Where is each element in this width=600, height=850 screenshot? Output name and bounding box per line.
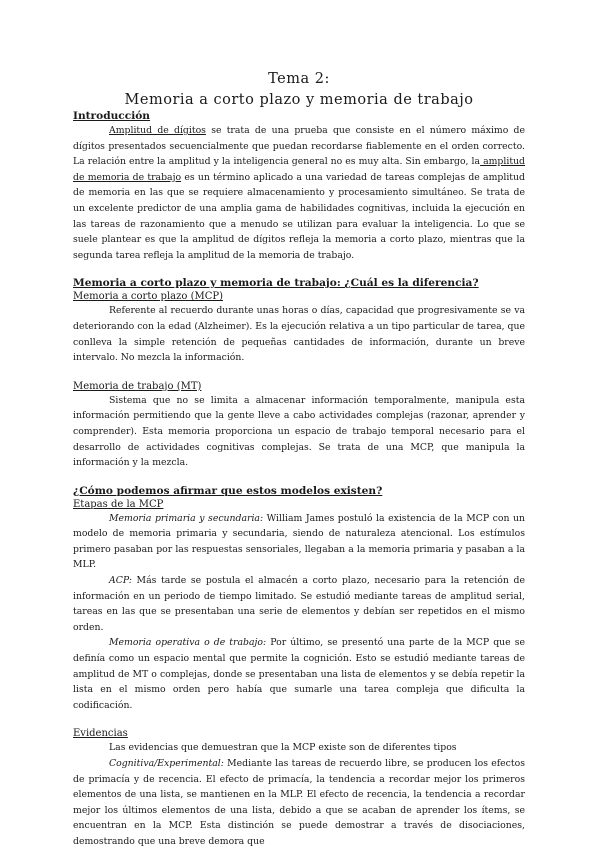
subheading-mcp: Memoria a corto plazo (MCP) [73,291,223,303]
subheading-evidencias: Evidencias [73,728,128,740]
subheading-mt: Memoria de trabajo (MT) [73,380,202,392]
term-amplitud-digitos: Amplitud de dígitos [109,125,206,136]
evidencias-intro: Las evidencias que demuestran que la MCP existe son de diferentes tipos [109,742,457,754]
subheading-etapas: Etapas de la MCP [73,498,164,510]
heading-modelos: ¿Cómo podemos afirmar que estos modelos existen? [73,484,383,497]
intro-paragraph: Amplitud de dígitos se trata de una prueba que consiste en el número máximo de dígitos presentados secuencialmente que puedan recordarse fiablemente en el orden correcto. La relación entre la amplitud y la inteligencia general no es muy alta. Sin embargo, la amplitud de memoria de trabajo es un término aplicado a una variedad de tareas complejas de amplitud de memoria en las que se requiere almacenamiento y procesamiento simultáneo. Se trata de un excelente predictor de una amplia gama de habilidades cognitivas, incluida la ejecución en las tareas de razonamiento que a menudo se utilizan para evaluar la inteligencia. Lo que se suele plantear es que la amplitud de dígitos refleja la memoria a corto plazo, mientras que la segunda tarea refleja la amplitud de la memoria de trabajo. [73,125,526,261]
evidencia-cognitiva: Cognitiva/Experimental: Mediante las tareas de recuerdo libre, se producen los efectos de primacía y de recencia. El efecto de primacía, la tendencia a recordar mejor los primeros elementos de una lista, se mantienen en la MLP. El efecto de recencia, la tendencia a recordar mejor los últimos elementos de una lista, debido a que se acaban de aprender los ítems, se encuentran en la MCP. Esta distinción se puede demostrar a través de disociaciones, demostrando que una breve demora que [73,758,525,847]
document-subtitle: Memoria a corto plazo y memoria de trabajo [124,92,474,108]
heading-diferencia: Memoria a corto plazo y memoria de trabajo: ¿Cuál es la diferencia? [73,277,479,290]
mt-paragraph: Sistema que no se limita a almacenar información temporalmente, manipula esta información permitiendo que la gente lleve a cabo actividades complejas (razonar, aprender y comprender). Esta memoria proporciona un espacio de trabajo temporal necesario para el desarrollo de actividades cognitivas complejas. Se trata de una MCP, que manipula la información y la mezcla. [73,394,525,469]
heading-introduccion: Introducción [73,110,151,122]
document-title: Tema 2: [268,71,330,87]
etapa-memoria-operativa: Memoria operativa o de trabajo: Por último, se presentó una parte de la MCP que se definía como un espacio mental que permite la cognición. Esto se estudió mediante tareas de amplitud de MT o complejas, donde se presentaban una lista de elementos y se debía repetir la lista en el mismo orden pero había que sumarle una tarea compleja que dificulta la codificación. [73,637,525,711]
etapa-acp: ACP: Más tarde se postula el almacén a corto plazo, necesario para la retención de información en un periodo de tiempo limitado. Se estudió mediante tareas de amplitud serial, tareas en las que se presentaban una serie de elementos y debían ser repetidos en el mismo orden. [73,575,525,633]
term-amplitud-memoria-trabajo: amplitud de memoria de trabajo [73,156,526,183]
etapa-primaria-secundaria: Memoria primaria y secundaria: William James postuló la existencia de la MCP con un modelo de memoria primaria y secundaria, siendo de naturaleza atencional. Los estímulos primero pasaban por las respuestas sensoriales, llegaban a la memoria primaria y pasaban a la MLP. [73,512,525,571]
mcp-paragraph: Referente al recuerdo durante unas horas o días, capacidad que progresivamente se va deteriorando con la edad (Alzheimer). Es la ejecución relativa a un tipo particular de tarea, que conlleva la simple retención de pequeñas cantidades de información, durante un breve intervalo. No mezcla la información. [73,305,525,364]
